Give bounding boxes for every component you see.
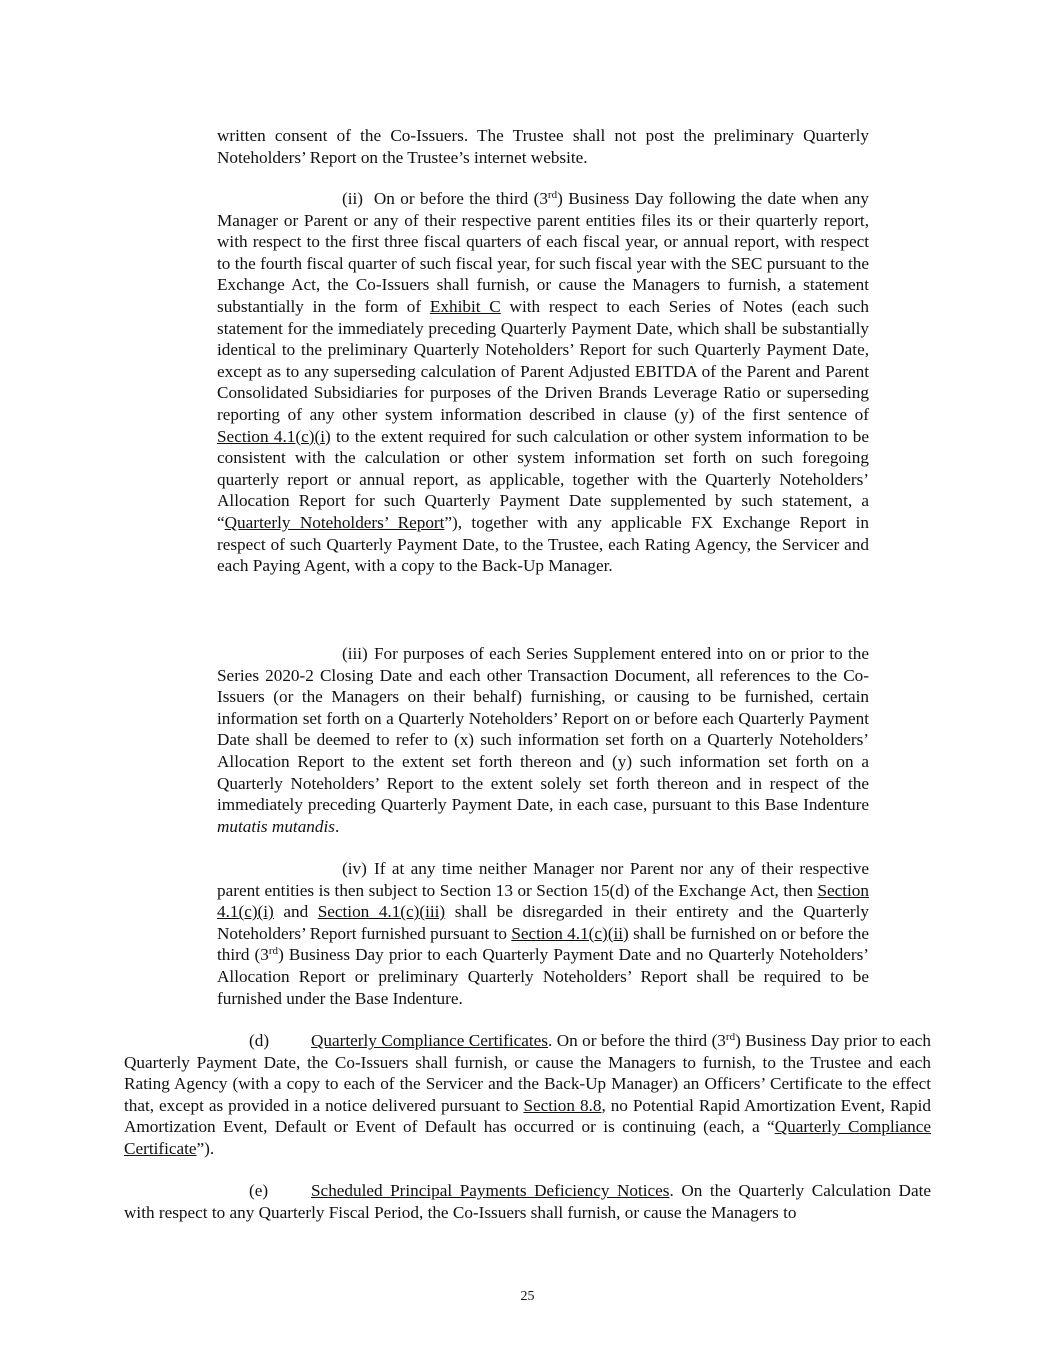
- text: ) Business Day prior to each Quarterly Payment Date and no Quarterly Noteholders’ Allocation Report or preliminary Quarterly Noteholders’ Report shall be required to be furnished under the Base Indenture.: [217, 945, 870, 1008]
- section-reference: Section 4.1(c)(i): [217, 426, 331, 446]
- paragraph-d: [124, 1030, 931, 1160]
- text: with respect to each Series of Notes (each such statement for the immediately preceding Quarterly Payment Date, which shall be substantially identical to the preliminary Quarterly Noteholders’ Report for such Quarterly Payment Date, except as to any superseding calculation of Parent Adjusted EBITDA of the Parent and Parent Consolidated Subsidiaries for purposes of the Driven Brands Leverage Ratio or superseding reporting of any other system information described in clause (y) of the first sentence of: [217, 296, 870, 424]
- text: written consent of the Co-Issuers. The Trustee shall not post the preliminary Quarterly Noteholders’ Report on the Trustee’s internet website.: [217, 126, 869, 167]
- paragraph-c-iv: [217, 858, 869, 1009]
- text: shall be furnished on or before the third (3: [217, 923, 869, 965]
- section-heading: Quarterly Compliance Certificates: [311, 1031, 548, 1050]
- text: . On or before the third (3: [548, 1031, 726, 1050]
- clause-label: (d): [249, 1031, 270, 1050]
- text: ”).: [196, 1138, 215, 1158]
- clause-label: (ii): [342, 189, 363, 208]
- section-reference: Section 4.1(c)(i): [217, 880, 869, 922]
- page-number: 25: [520, 1289, 535, 1304]
- clause-label: (e): [249, 1181, 269, 1200]
- text: ) Business Day prior to each Quarterly Payment Date, the Co-Issuers shall furnish, or cause the Managers to furnish, to the Trustee and each Rating Agency (with a copy to each of the Servicer and the Back-Up Manager) an Officers’ Certificate to the effect that, except as provided in a notice delivered pursuant to: [124, 1031, 931, 1115]
- latin-term: mutatis mutandis: [217, 816, 335, 836]
- text: , no Potential Rapid Amortization Event, Rapid Amortization Event, Default or Event of Default has occurred or is continuing (each, a “: [124, 1095, 931, 1137]
- clause-label: (iv): [342, 859, 367, 878]
- paragraph-e: [124, 1180, 931, 1223]
- clause-label: (iii): [342, 644, 368, 663]
- text: shall be disregarded in their entirety and the Quarterly Noteholders’ Report furnished pursuant to: [217, 902, 869, 943]
- text: to the extent required for such calculation or other system information to be consistent with the calculation or other system information set forth on such foregoing quarterly report or annual report, as applicable, together with the Quarterly Noteholders’ Allocation Report for such Quarterly Payment Date supplemented by such statement, a “: [217, 426, 869, 532]
- text: .: [334, 816, 340, 836]
- section-reference: Section 4.1(c)(ii): [511, 923, 629, 943]
- text: ”), together with any applicable FX Exchange Report in respect of such Quarterly Payment Date, to the Trustee, each Rating Agency, the Servicer and each Paying Agent, with a copy to the Back-Up Manager.: [217, 512, 869, 576]
- text: . On the Quarterly Calculation Date with respect to any Quarterly Fiscal Period, the Co-Issuers shall furnish, or cause the Managers to: [124, 1181, 931, 1222]
- defined-term: Quarterly Noteholders’ Report: [224, 512, 445, 532]
- paragraph-c-iii: [217, 643, 869, 837]
- text: For purposes of each Series Supplement entered into on or prior to the Series 2020-2 Closing Date and each other Transaction Document, all references to the Co-Issuers (or the Managers on their behalf) furnishing, or causing to be furnished, certain information set forth on a Quarterly Noteholders’ Report on or before each Quarterly Payment Date shall be deemed to refer to (x) such information set forth on a Quarterly Noteholders’ Allocation Report to the extent set forth thereon and (y) such information set forth on a Quarterly Noteholders’ Report to the extent solely set forth thereon and in respect of the immediately preceding Quarterly Payment Date, in each case, pursuant to this Base Indenture: [217, 644, 869, 815]
- section-reference: Section 8.8: [523, 1095, 602, 1115]
- text: and: [273, 902, 318, 922]
- exhibit-reference: Exhibit C: [429, 296, 501, 316]
- section-reference: Section 4.1(c)(iii): [317, 902, 446, 922]
- superscript: rd: [725, 1031, 736, 1043]
- text: ) Business Day following the date when any Manager or Parent or any of their respective parent entities files its or their quarterly report, with respect to the first three fiscal quarters of each fiscal year, or annual report, with respect to the fourth fiscal quarter of such fiscal year, for such fiscal year with the SEC pursuant to the Exchange Act, the Co-Issuers shall furnish, or cause the Managers to furnish, a statement substantially in the form of: [217, 189, 869, 316]
- superscript: rd: [268, 945, 279, 958]
- paragraph-c-ii: [217, 188, 869, 577]
- defined-term: Quarterly Compliance Certificate: [124, 1117, 932, 1158]
- superscript: rd: [547, 189, 558, 201]
- paragraph-continuation: [217, 125, 869, 168]
- text: If at any time neither Manager nor Parent nor any of their respective parent entities is then subject to Section 13 or Section 15(d) of the Exchange Act, then: [217, 859, 869, 900]
- section-heading: Scheduled Principal Payments Deficiency Notices: [311, 1181, 670, 1200]
- text: On or before the third (3: [373, 189, 548, 208]
